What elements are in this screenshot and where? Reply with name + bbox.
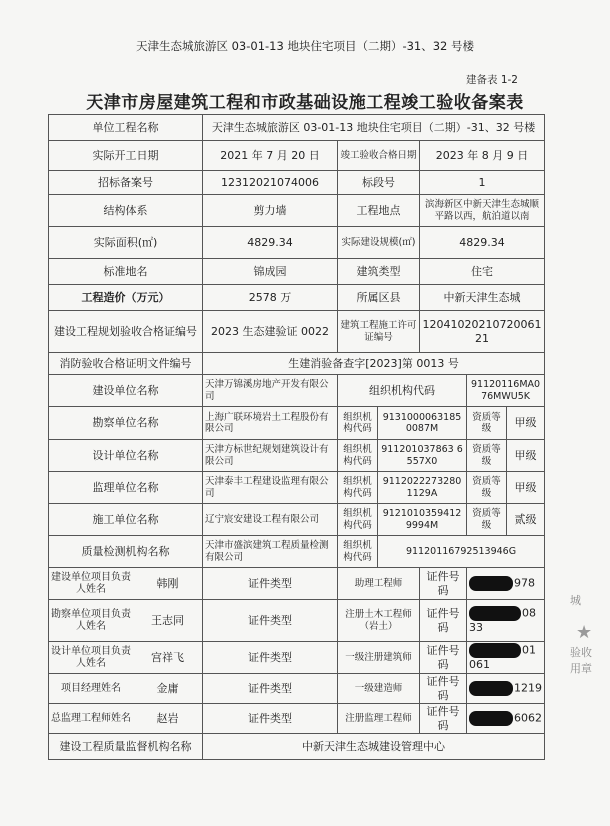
- page-header: 天津生态城旅游区 03-01-13 地块住宅项目（二期）-31、32 号楼: [135, 39, 475, 53]
- label-design-person: 设计单位项目负责人姓名: [51, 645, 131, 669]
- label-testing-code: 组织机构代码: [338, 536, 378, 568]
- label-location: 工程地点: [338, 195, 420, 227]
- value-survey-qual: 甲级: [507, 407, 545, 440]
- row-fire: [49, 353, 545, 375]
- value-area: 4829.34: [203, 227, 338, 259]
- person-row: [49, 642, 545, 674]
- seal-text-top: 城: [570, 594, 581, 607]
- row-dates: [49, 141, 545, 171]
- value-contractor-qual: 贰级: [507, 504, 545, 536]
- label-place-name: 标准地名: [49, 259, 203, 285]
- value-start-date: 2021 年 7 月 20 日: [203, 141, 338, 171]
- row-contractor: [49, 504, 545, 536]
- label-section-no: 标段号: [338, 171, 420, 195]
- value-cert-no: 1219: [514, 681, 542, 695]
- value-supervision-name: 天津泰丰工程建设监理有限公司: [203, 472, 338, 504]
- value-cert-no: 01061: [469, 643, 536, 672]
- label-contractor-code: 组织机构代码: [338, 504, 378, 536]
- label-pm-person: 项目经理姓名: [61, 682, 121, 694]
- value-cert-type: 一级建造师: [338, 674, 420, 704]
- label-start-date: 实际开工日期: [49, 141, 203, 171]
- label-cost: 工程造价（万元）: [49, 285, 203, 311]
- value-cert-no: 0833: [469, 606, 536, 635]
- label-design-qual: 资质等级: [467, 440, 507, 472]
- seal-text-bottom-2: 用章: [570, 662, 592, 675]
- value-survey-person: 王志同: [151, 613, 184, 627]
- label-cert-no: 证件号码: [420, 674, 467, 704]
- value-cert-type: 注册监理工程师: [338, 704, 420, 734]
- value-testing-name: 天津市盛滨建筑工程质量检测有限公司: [203, 536, 338, 568]
- value-cert-type: 一级注册建筑师: [338, 642, 420, 674]
- label-builder-code: 组织机构代码: [338, 375, 467, 407]
- value-builder-person: 韩刚: [156, 576, 179, 590]
- value-survey-code: 91310000631850087M: [378, 407, 467, 440]
- label-chief-person: 总监理工程师姓名: [51, 712, 131, 724]
- value-structure: 剪力墙: [203, 195, 338, 227]
- row-builder: [49, 375, 545, 407]
- label-contractor-qual: 资质等级: [467, 504, 507, 536]
- label-building-type: 建筑类型: [338, 259, 420, 285]
- row-cost: [49, 285, 545, 311]
- value-supervision-qual: 甲级: [507, 472, 545, 504]
- row-supervision: [49, 472, 545, 504]
- row-bid: [49, 171, 545, 195]
- value-cost: 2578 万: [203, 285, 338, 311]
- value-cert-type: 注册土木工程师（岩土）: [338, 600, 420, 642]
- label-planning-cert: 建设工程规划验收合格证编号: [49, 311, 203, 353]
- value-pm-person: 金庸: [156, 681, 179, 695]
- label-survey-qual: 资质等级: [467, 407, 507, 440]
- value-contractor-code: 91210103594129994M: [378, 504, 467, 536]
- value-design-person: 宫祥飞: [151, 650, 184, 664]
- label-design-code: 组织机构代码: [338, 440, 378, 472]
- person-row: [49, 674, 545, 704]
- label-cert-type: 证件类型: [203, 704, 338, 734]
- value-cert-type: 助理工程师: [338, 568, 420, 600]
- value-building-type: 住宅: [420, 259, 545, 285]
- row-testing: [49, 536, 545, 568]
- value-supervision-code: 91120222732801129A: [378, 472, 467, 504]
- record-table: [48, 114, 545, 760]
- label-cert-no: 证件号码: [420, 704, 467, 734]
- redaction-mark: [469, 681, 513, 696]
- value-cert-no: 978: [514, 576, 535, 590]
- value-planning-cert: 2023 生态建验证 0022: [203, 311, 338, 353]
- value-chief-person: 赵岩: [156, 711, 179, 725]
- label-construction-permit: 建筑工程施工许可证编号: [338, 311, 420, 353]
- label-survey-person: 勘察单位项目负责人姓名: [51, 608, 131, 632]
- label-builder-person: 建设单位项目负责人姓名: [51, 571, 131, 595]
- label-completion-date: 竣工验收合格日期: [338, 141, 420, 171]
- seal-star-icon: ★: [576, 622, 593, 643]
- form-number: 建备表 1-2: [466, 74, 518, 86]
- person-row: [49, 704, 545, 734]
- seal-text-bottom: 验收: [570, 646, 592, 659]
- label-cert-type: 证件类型: [203, 674, 338, 704]
- label-survey-code: 组织机构代码: [338, 407, 378, 440]
- value-cert-no: 6062: [514, 711, 542, 725]
- value-design-qual: 甲级: [507, 440, 545, 472]
- value-supervisor-org: 中新天津生态城建设管理中心: [203, 734, 545, 760]
- label-supervision: 监理单位名称: [49, 472, 203, 504]
- row-supervisor-org: [49, 734, 545, 760]
- value-contractor-name: 辽宁宸安建设工程有限公司: [203, 504, 338, 536]
- value-location: 滨海新区中新天津生态城顺平路以西，航泊道以南: [420, 195, 545, 227]
- value-place-name: 锦成园: [203, 259, 338, 285]
- label-structure: 结构体系: [49, 195, 203, 227]
- page-title: 天津市房屋建筑工程和市政基础设施工程竣工验收备案表: [86, 93, 524, 113]
- row-survey: [49, 407, 545, 440]
- redaction-mark: [469, 606, 521, 621]
- value-scale: 4829.34: [420, 227, 545, 259]
- value-design-code: 911201037863 6557X0: [378, 440, 467, 472]
- row-area: [49, 227, 545, 259]
- value-testing-code: 91120116792513946G: [378, 536, 545, 568]
- label-builder: 建设单位名称: [49, 375, 203, 407]
- value-completion-date: 2023 年 8 月 9 日: [420, 141, 545, 171]
- label-cert-type: 证件类型: [203, 600, 338, 642]
- label-supervision-qual: 资质等级: [467, 472, 507, 504]
- person-row: [49, 600, 545, 642]
- label-testing: 质量检测机构名称: [49, 536, 203, 568]
- row-design: [49, 440, 545, 472]
- label-cert-no: 证件号码: [420, 600, 467, 642]
- value-district: 中新天津生态城: [420, 285, 545, 311]
- label-cert-no: 证件号码: [420, 642, 467, 674]
- row-certs: [49, 311, 545, 353]
- label-district: 所属区县: [338, 285, 420, 311]
- row-project-name: [49, 115, 545, 141]
- label-cert-type: 证件类型: [203, 568, 338, 600]
- label-cert-no: 证件号码: [420, 568, 467, 600]
- label-design: 设计单位名称: [49, 440, 203, 472]
- redaction-mark: [469, 643, 521, 658]
- label-cert-type: 证件类型: [203, 642, 338, 674]
- label-project-name: 单位工程名称: [49, 115, 203, 141]
- redaction-mark: [469, 576, 513, 591]
- label-supervisor-org: 建设工程质量监督机构名称: [49, 734, 203, 760]
- value-builder-code: 91120116MA076MWU5K: [467, 375, 545, 407]
- row-structure: [49, 195, 545, 227]
- label-fire-cert: 消防验收合格证明文件编号: [49, 353, 203, 375]
- label-bid-no: 招标备案号: [49, 171, 203, 195]
- label-supervision-code: 组织机构代码: [338, 472, 378, 504]
- value-fire-cert: 生建消验备查字[2023]第 0013 号: [203, 353, 545, 375]
- label-scale: 实际建设规模(㎡): [338, 227, 420, 259]
- label-survey: 勘察单位名称: [49, 407, 203, 440]
- value-builder-name: 天津万锦溪房地产开发有限公司: [203, 375, 338, 407]
- value-design-name: 天津方标世纪规划建筑设计有限公司: [203, 440, 338, 472]
- redaction-mark: [469, 711, 513, 726]
- seal-stamp: [564, 582, 608, 692]
- person-row: [49, 568, 545, 600]
- value-project-name: 天津生态城旅游区 03-01-13 地块住宅项目（二期）-31、32 号楼: [203, 115, 545, 141]
- label-contractor: 施工单位名称: [49, 504, 203, 536]
- value-survey-name: 上海广联环境岩土工程股份有限公司: [203, 407, 338, 440]
- value-bid-no: 12312021074006: [203, 171, 338, 195]
- label-area: 实际面积(㎡): [49, 227, 203, 259]
- row-place: [49, 259, 545, 285]
- value-section-no: 1: [420, 171, 545, 195]
- value-construction-permit: 12041020210720061 21: [420, 311, 545, 353]
